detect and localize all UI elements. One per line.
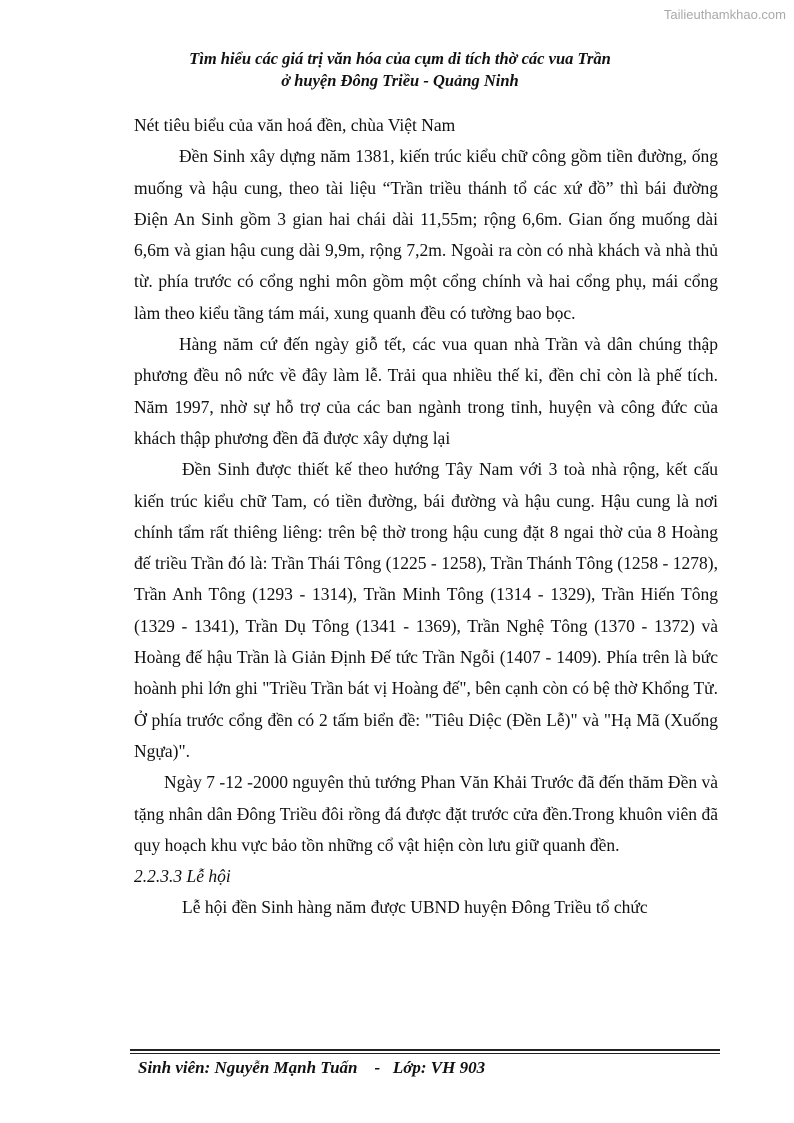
- footer-rule-thin: [130, 1053, 720, 1054]
- paragraph-festival: Lễ hội đền Sinh hàng năm được UBND huyện Đông Triều tổ chức: [182, 897, 648, 918]
- header-title-line-1: Tìm hiểu các giá trị văn hóa của cụm di tích thờ các vua Trần: [189, 49, 611, 68]
- document-body: [134, 110, 718, 924]
- paragraph-history: Hàng năm cứ đến ngày giỗ tết, các vua quan nhà Trần và dân chúng thập phương đều nô nức về đây làm lễ. Trải qua nhiều thế kỉ, đền chỉ còn là phế tích. Năm 1997, nhờ sự hỗ trợ của các ban ngành trong tỉnh, huyện và công đức của khách thập phương đền đã được xây dựng lại: [134, 334, 718, 448]
- paragraph-design: Đền Sinh được thiết kế theo hướng Tây Nam với 3 toà nhà rộng, kết cấu kiến trúc kiểu chữ Tam, có tiền đường, bái đường và hậu cung. Hậu cung là nơi chính tẩm rất thiêng liêng: trên bệ thờ trong hậu cung đặt 8 ngai thờ của 8 Hoàng đế triều Trần đó là: Trần Thái Tông (1225 - 1258), Trần Thánh Tông (1258 - 1278), Trần Anh Tông (1293 - 1314), Trần Minh Tông (1314 - 1329), Trần Hiến Tông (1329 - 1341), Trần Dụ Tông (1341 - 1369), Trần Nghệ Tông (1370 - 1372) và Hoàng đế hậu Trần là Giản Định Đế tức Trần Ngỗi (1407 - 1409). Phía trên là bức hoành phi lớn ghi "Triều Trần bát vị Hoàng đế", bên cạnh còn có bệ thờ Khổng Tử. Ở phía trước cổng đền có 2 tấm biển đề: "Tiêu Diệc (Đền Lễ)" và "Hạ Mã (Xuống Ngựa)".: [134, 459, 718, 761]
- footer-rule-thick: [130, 1049, 720, 1051]
- paragraph-architecture: Đền Sinh xây dựng năm 1381, kiến trúc kiểu chữ công gồm tiền đường, ống muống và hậu cung, theo tài liệu “Trần triều thánh tổ các xứ đồ” thì bái đường Điện An Sinh gồm 3 gian hai chái dài 11,55m; rộng 6,6m. Gian ống muống dài 6,6m và gian hậu cung dài 9,9m, rộng 7,2m. Ngoài ra còn có nhà khách và nhà thủ từ. phía trước có cổng nghi môn gồm một cổng chính và hai cổng phụ, mái cổng làm theo kiểu tầng tám mái, xung quanh đều có tường bao bọc.: [134, 146, 718, 323]
- page-header: [100, 48, 700, 92]
- paragraph-visit: Ngày 7 -12 -2000 nguyên thủ tướng Phan Văn Khải Trước đã đến thăm Đền và tặng nhân dân Đông Triều đôi rồng đá được đặt trước cửa đền.Trong khuôn viên đã quy hoạch khu vực bảo tồn những cổ vật hiện còn lưu giữ quanh đền.: [134, 772, 718, 855]
- header-title-line-2: ở huyện Đông Triều - Quảng Ninh: [281, 71, 519, 90]
- watermark: Tailieuthamkhao.com: [663, 7, 786, 22]
- section-heading: 2.2.3.3 Lễ hội: [134, 866, 231, 887]
- page-footer: Sinh viên: Nguyễn Mạnh Tuấn - Lớp: VH 903: [138, 1058, 486, 1077]
- paragraph-intro: Nét tiêu biểu của văn hoá đền, chùa Việt Nam: [134, 115, 456, 135]
